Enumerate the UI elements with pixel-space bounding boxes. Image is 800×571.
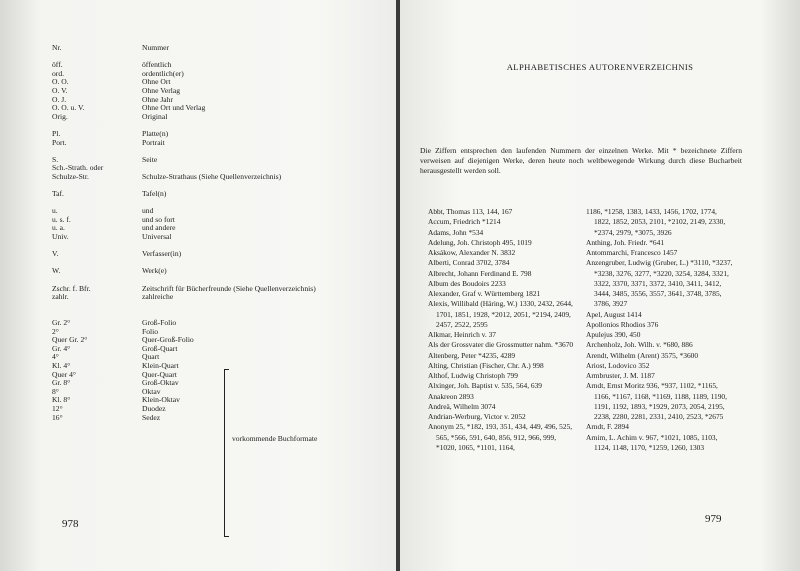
abbreviation-meaning: Duodez [142,403,166,413]
abbreviation-key: zahlr. [52,292,69,302]
abbreviation-key: 2° [52,326,59,336]
abbreviation-row [52,113,352,122]
abbreviation-row [52,61,352,70]
abbreviation-row [52,405,352,414]
abbreviation-meaning: und [142,206,154,216]
abbreviation-key: Zschr. f. Bfr. [52,283,91,293]
abbreviation-row [52,336,352,345]
abbreviation-row [52,44,352,53]
index-entry: Alting, Christian (Fischer, Chr. A.) 998 [428,360,544,370]
index-entry: Alberti, Conrad 3702, 3784 [428,258,510,268]
index-entry: Anonym 25, *182, 193, 351, 434, 449, 496, 525, 565, *566, 591, 640, 856, 912, 966, 999, *1020, 1065, *1101, 1164, [428,422,573,452]
index-entry: Albrecht, Johann Ferdinand E. 798 [428,268,532,278]
abbreviation-row [52,207,352,216]
abbreviation-key: Quer Gr. 2° [52,335,88,345]
abbreviation-row [52,173,352,182]
index-entry: Armbruster, J. M. 1187 [586,371,655,380]
abbreviation-meaning: Klein-Oktav [142,395,180,405]
left-page [0,0,398,571]
index-entry: Antommarchi, Francesco 1457 [586,248,678,257]
abbreviation-key: Pl. [52,128,61,138]
index-entry: Andrian-Werburg, Victor v. 2052 [428,412,526,421]
index-entry: Adams, John *534 [428,227,484,237]
index-entry: Arnim, L. Achim v. 967, *1021, 1085, 1103, 1124, 1148, 1170, *1259, 1260, 1303 [586,432,718,452]
index-entry: Althof, Ludwig Christoph 799 [428,371,518,380]
abbreviation-meaning: Ohne Verlag [142,85,181,95]
brace-note: vorkommende Buchformate [232,434,318,443]
abbreviation-row [52,216,352,225]
abbreviation-row [52,396,352,405]
abbreviation-key: S. [52,154,59,164]
abbreviation-row [52,242,352,251]
abbreviation-key: u. s. f. [52,214,71,224]
abbreviation-row [52,371,352,380]
index-entry: Accum, Friedrich *1214 [428,217,501,227]
abbreviation-row [52,182,352,191]
abbreviation-row [52,259,352,268]
abbreviation-meaning: ordentlich(er) [142,68,184,78]
index-entry: Arndt, F. 2894 [586,422,629,432]
abbreviation-key: O. O. u. V. [52,103,85,113]
abbreviation-row [52,388,352,397]
abbreviation-meaning: Groß-Quart [142,343,178,353]
abbreviation-row [52,104,352,113]
abbreviation-meaning: Zeitschrift für Bücherfreunde (Siehe Quellenverzeichnis) [142,283,316,293]
abbreviation-key: 16° [52,412,63,422]
abbreviation-meaning: Folio [142,326,159,336]
index-entry: Abbt, Thomas 113, 144, 167 [428,207,513,216]
index-entry: Alexis, Willibald (Häring, W.) 1330, 2432, 2644, 1701, 1851, 1928, *2012, 2051, *2194, 2409, 2457, 2522, 2595 [428,299,573,329]
abbreviation-row [52,302,352,311]
abbreviation-row [52,139,352,148]
abbreviation-meaning: Klein-Quart [142,360,179,370]
abbreviation-row [52,293,352,302]
abbreviation-meaning: Seite [142,154,158,164]
index-entry: Adelung, Joh. Christoph 495, 1019 [428,237,532,247]
index-entry: Arendt, Wilhelm (Arent) 3575, *3600 [586,350,699,360]
abbreviation-key: ord. [52,68,65,78]
abbreviation-row [52,353,352,362]
abbreviation-meaning: Groß-Oktav [142,378,179,388]
abbreviation-meaning: Oktav [142,386,161,396]
abbreviation-key: Gr. 8° [52,378,71,388]
abbreviation-row [52,130,352,139]
abbreviation-meaning: Tafel(n) [142,189,167,199]
index-column-left [428,207,576,453]
abbreviation-meaning: Original [142,111,168,121]
abbreviation-meaning: Schulze-Strathaus (Siehe Quellenverzeichnis) [142,171,282,181]
abbreviation-key: Sch.-Strath. oder [52,163,104,173]
abbreviation-meaning: Ohne Ort und Verlag [142,103,206,113]
abbreviation-meaning: Sedez [142,412,161,422]
abbreviation-key: Schulze-Str. [52,171,89,181]
abbreviation-row [52,87,352,96]
index-column-right [586,207,734,453]
abbreviation-row [52,285,352,294]
index-entry: Arndt, Ernst Moritz 936, *937, 1102, *1165, 1166, *1167, 1168, *1169, 1188, 1189, 1190, 1191, 1192, 1893, *1929, 2073, 2054, 2195, 2238, 2280, 2281, 2331, 2410, 2523, *2675 [586,381,727,421]
abbreviation-meaning: Verfasser(in) [142,249,182,259]
abbreviation-key: Port. [52,137,67,147]
index-entry: Alxinger, Joh. Baptist v. 535, 564, 639 [428,381,542,391]
abbreviation-row [52,147,352,156]
abbreviation-row [52,190,352,199]
abbreviation-meaning: Quer-Groß-Folio [142,335,194,345]
page-number-right: 979 [705,513,722,525]
abbreviation-row [52,250,352,259]
abbreviation-meaning: öffentlich [142,60,172,70]
abbreviation-row [52,70,352,79]
abbreviation-key: u. [52,206,58,216]
abbreviation-key: 8° [52,386,59,396]
abbreviation-row [52,345,352,354]
abbreviation-key: Nr. [52,43,62,52]
index-title: ALPHABETISCHES AUTORENVERZEICHNIS [506,62,694,72]
index-intro: Die Ziffern entsprechen den laufenden Nummern der einzelnen Werke. Mit * bezeichnete Ziffern verweisen auf diejenigen Werke, deren heute noch weltbewegende Wirkung durch diese Bucharbeit herausgestellt werden soll. [420,146,742,176]
abbreviation-key: Gr. 2° [52,318,71,327]
abbreviation-meaning: Nummer [142,43,169,52]
abbreviation-key: Taf. [52,189,64,199]
abbreviation-row [52,414,352,423]
abbreviation-row [52,328,352,337]
abbreviation-meaning: Ohne Ort [142,77,171,87]
abbreviation-meaning: Platte(n) [142,128,169,138]
abbreviation-key: u. a. [52,223,65,233]
abbreviation-row [52,379,352,388]
abbreviation-key: 12° [52,403,63,413]
abbreviation-key: 4° [52,352,59,362]
abbreviation-meaning: Quer-Quart [142,369,177,379]
abbreviation-key: Gr. 4° [52,343,71,353]
index-entry: Ariost, Lodovico 352 [586,360,650,370]
index-entry: Alexander, Graf v. Württemberg 1821 [428,289,541,298]
abbreviation-key: O. J. [52,94,67,104]
abbreviation-key: Univ. [52,232,69,242]
index-entry: Apel, August 1414 [586,309,642,319]
abbreviation-key: W. [52,266,61,276]
index-entry: Anakreon 2893 [428,391,474,401]
index-entry: Anthing, Joh. Friedr. *641 [586,237,665,247]
index-entry: Altenberg, Peter *4235, 4289 [428,350,516,360]
abbreviation-key: Kl. 8° [52,395,71,405]
index-entry: Alkmar, Heinrich v. 37 [428,330,496,339]
abbreviation-list [52,44,352,422]
index-entry: Album des Boudoirs 2233 [428,278,506,288]
abbreviation-meaning: Ohne Jahr [142,94,173,104]
index-entry: Apollonios Rhodios 376 [586,319,659,329]
index-entry: Archenholz, Joh. Wilh. v. *680, 886 [586,340,693,350]
abbreviation-row [52,310,352,319]
index-entry: Als der Grossvater die Grossmutter nahm. *3670 [428,340,574,350]
index-entry: Aksákow, Alexander N. 3832 [428,248,516,257]
index-entry: Andreä, Wilhelm 3074 [428,401,496,411]
page-number-left: 978 [62,518,79,530]
abbreviation-meaning: Quart [142,352,160,362]
abbreviation-row [52,319,352,328]
abbreviation-row [52,233,352,242]
abbreviation-row [52,53,352,62]
abbreviation-key: Quer 4° [52,369,76,379]
abbreviation-row [52,78,352,87]
abbreviation-meaning: Werk(e) [142,266,167,276]
abbreviation-meaning: zahlreiche [142,292,174,302]
abbreviation-meaning: Universal [142,232,172,242]
abbreviation-meaning: und so fort [142,214,175,224]
index-entry: 1186, *1258, 1383, 1433, 1456, 1702, 1774, 1822, 1852, 2053, 2101, *2102, 2149, 2330, *2374, 2979, *3075, 3926 [586,207,726,237]
index-entry: Anzengruber, Ludwig (Gruber, L.) *3110, *3237, *3238, 3276, 3277, *3220, 3254, 3284, 3321, 3322, 3370, 3371, 3372, 3410, 3411, 3412, 3444, 3485, 3556, 3557, 3641, 3748, 3785, 3786, 3927 [586,258,733,309]
abbreviation-row [52,362,352,371]
abbreviation-meaning: Portrait [142,137,165,147]
abbreviation-key: V. [52,249,59,259]
abbreviation-meaning: und andere [142,223,176,233]
abbreviation-key: O. O. [52,77,69,87]
abbreviation-row [52,121,352,130]
abbreviation-row [52,267,352,276]
right-page [400,0,800,571]
abbreviation-row [52,199,352,208]
abbreviation-key: Orig. [52,111,68,121]
index-entry: Apulejus 390, 450 [586,330,641,339]
abbreviation-meaning: Groß-Folio [142,318,177,327]
abbreviation-key: öff. [52,60,63,70]
abbreviation-key: O. V. [52,85,68,95]
abbreviation-row [52,224,352,233]
format-brace [224,370,231,536]
abbreviation-key: Kl. 4° [52,360,71,370]
